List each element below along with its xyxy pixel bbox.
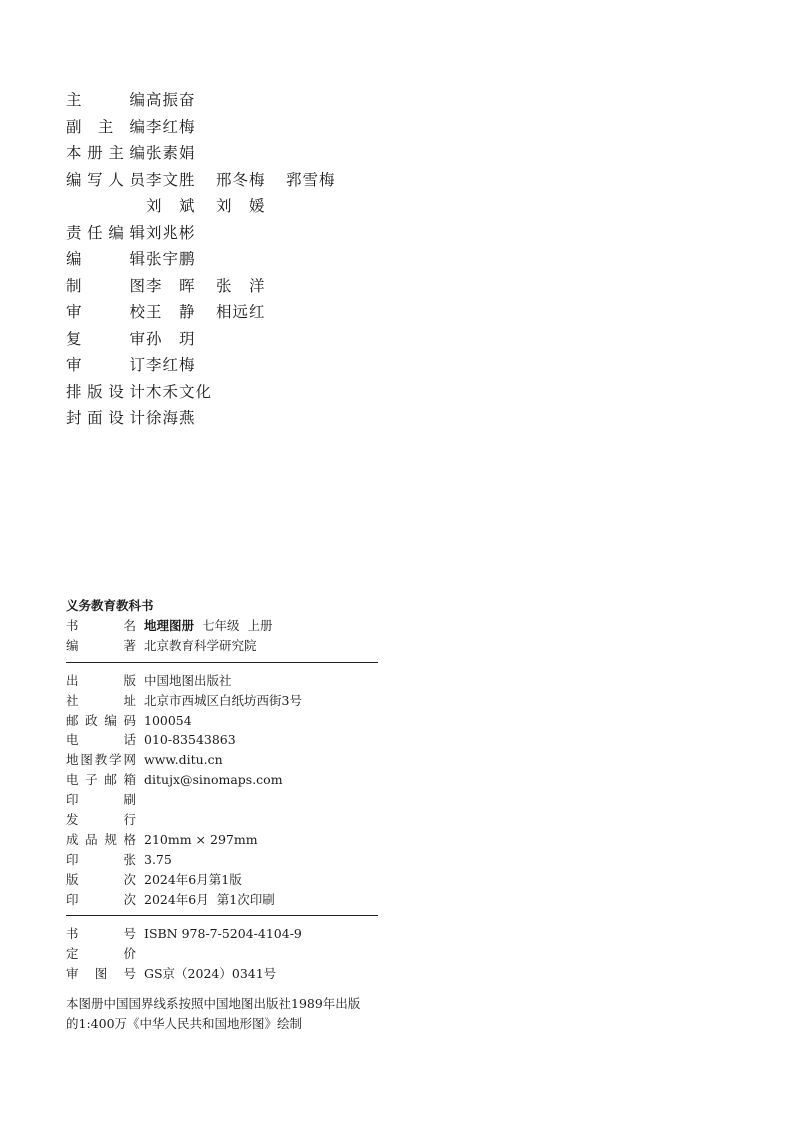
- credit-row: [66, 88, 486, 115]
- colophon-key-char: 邮: [104, 772, 117, 788]
- credit-row: [66, 380, 486, 407]
- colophon-value-part: ISBN 978-7-5204-4104-9: [144, 926, 302, 942]
- colophon-key-char: 成: [66, 831, 79, 847]
- colophon-key: [66, 830, 136, 848]
- credit-name: 王 静: [146, 303, 196, 321]
- colophon-key-char: 价: [123, 946, 136, 962]
- colophon-row: [66, 890, 378, 910]
- colophon-key-char: 著: [123, 637, 136, 653]
- credit-role: [66, 274, 146, 296]
- credit-names: [146, 194, 286, 216]
- colophon-value-part: 2024年6月第1版: [144, 871, 242, 887]
- credit-role-char: 图: [129, 276, 146, 295]
- colophon-key: [66, 870, 136, 888]
- credit-name: 木禾文化: [146, 382, 213, 401]
- colophon-key-char: 箱: [123, 772, 136, 788]
- colophon-key: [66, 636, 136, 654]
- credit-role-char: 封: [66, 409, 83, 427]
- credit-role-char: 计: [129, 409, 146, 427]
- credit-name: 李文胜: [146, 170, 196, 189]
- credit-name: 邢冬梅: [216, 170, 266, 189]
- credit-names: [146, 406, 216, 428]
- colophon-row: [66, 944, 378, 964]
- colophon-key-char: 出: [66, 672, 79, 688]
- credit-role-char: 审: [66, 356, 83, 374]
- map-boundary-note: 本图册中国国界线系按照中国地图出版社1989年出版的1:400万《中华人民共和国地形图》绘制: [66, 996, 361, 1032]
- colophon-key-char: 话: [123, 732, 136, 748]
- colophon-value: [144, 772, 291, 787]
- colophon-key-char: 电: [66, 772, 79, 788]
- credit-role-char: 编: [108, 223, 125, 242]
- divider-rule: [66, 662, 378, 663]
- colophon-group-3: [66, 924, 378, 984]
- credit-names: [146, 141, 216, 163]
- colophon-key-char: 编: [104, 712, 117, 728]
- credit-role-char: 排: [66, 382, 83, 401]
- colophon-key-char: 书: [66, 926, 79, 942]
- colophon-value: [144, 752, 231, 767]
- credit-role-char: 设: [108, 409, 125, 427]
- colophon-value-part: www.ditu.cn: [144, 752, 223, 768]
- credit-role-char: 员: [129, 170, 146, 189]
- colophon-key-char: 政: [85, 712, 98, 728]
- colophon-value: [144, 671, 240, 689]
- credit-role-char: 责: [66, 223, 83, 242]
- colophon-key-char: 发: [66, 812, 79, 828]
- colophon-row: [66, 810, 378, 830]
- colophon-key-char: 规: [104, 831, 117, 847]
- colophon-key-char: 教: [94, 752, 108, 768]
- credit-names: [146, 300, 286, 322]
- credit-role-char: 主: [97, 117, 115, 136]
- colophon-value: [144, 870, 250, 888]
- colophon-key-char: 审: [66, 966, 79, 982]
- colophon-row: [66, 830, 378, 850]
- credit-role-char: 副: [66, 117, 83, 136]
- colophon-key: [66, 711, 136, 729]
- colophon-key: [66, 730, 136, 748]
- colophon-value-part: GS京（2024）0341号: [144, 966, 277, 982]
- colophon-key-char: 次: [123, 871, 136, 887]
- colophon-key: [66, 616, 136, 634]
- colophon-key-char: 刷: [123, 792, 136, 808]
- credit-role: [66, 168, 146, 190]
- colophon-key-char: 次: [123, 891, 136, 907]
- colophon-key: [66, 924, 136, 942]
- colophon-key-char: 格: [123, 831, 136, 847]
- colophon: [66, 596, 378, 1034]
- colophon-value-part: 第1次印刷: [216, 891, 275, 907]
- colophon-key-char: 电: [66, 732, 79, 748]
- colophon-key-char: 张: [123, 851, 136, 867]
- colophon-key-char: 图: [80, 752, 93, 768]
- credit-role-char: 写: [87, 170, 104, 189]
- credit-role: [66, 247, 146, 269]
- colophon-key: [66, 890, 136, 908]
- colophon-row: [66, 711, 378, 731]
- credit-row: [66, 300, 486, 327]
- credit-role: [66, 353, 146, 375]
- colophon-row: [66, 671, 378, 691]
- colophon-key-char: 号: [123, 926, 136, 942]
- credit-row: [66, 115, 486, 142]
- colophon-row: [66, 790, 378, 810]
- colophon-value: [144, 812, 152, 827]
- colophon-row: [66, 750, 378, 770]
- colophon-row: [66, 770, 378, 790]
- colophon-key: [66, 770, 136, 788]
- credit-row: [66, 406, 486, 433]
- credit-role-char: 册: [87, 144, 104, 162]
- credit-role-char: 计: [129, 382, 146, 401]
- colophon-value-part: 010-83543863: [144, 732, 236, 748]
- credit-role-char: 主: [108, 144, 125, 162]
- credit-role-char: 辑: [129, 250, 146, 268]
- colophon-value-part: 100054: [144, 712, 192, 728]
- credit-name: 郛雪梅: [286, 170, 336, 189]
- credit-role: [66, 115, 146, 137]
- colophon-key: [66, 810, 136, 828]
- credit-names: [146, 247, 216, 269]
- colophon-row: [66, 616, 378, 636]
- credit-role-char: 编: [129, 91, 146, 109]
- credit-name: 刘 媛: [216, 197, 266, 215]
- colophon-value: [144, 732, 244, 747]
- credit-names: [146, 88, 216, 110]
- credit-names: [146, 353, 216, 375]
- colophon-value-part: 北京市西城区白纸坊西街3号: [144, 692, 302, 708]
- colophon-key: [66, 944, 136, 962]
- colophon-row: [66, 964, 378, 984]
- colophon-key: [66, 750, 136, 768]
- colophon-row: [66, 850, 378, 870]
- credit-names: [146, 380, 216, 402]
- colophon-key: [66, 850, 136, 868]
- colophon-key-char: 行: [123, 812, 136, 828]
- credit-row: [66, 168, 486, 195]
- credit-names: [146, 168, 356, 190]
- colophon-value-part: 210mm × 297mm: [144, 831, 258, 847]
- credit-role-char: 本: [66, 144, 83, 162]
- colophon-value-part: 北京教育科学研究院: [144, 637, 257, 653]
- colophon-key-char: 印: [66, 891, 79, 907]
- credit-names: [146, 115, 216, 137]
- credit-role-char: 制: [66, 276, 83, 295]
- colophon-key-char: 号: [123, 966, 136, 982]
- colophon-value-part: 3.75: [144, 851, 172, 867]
- colophon-group-1: [66, 616, 378, 656]
- credit-role-char: 面: [87, 409, 104, 427]
- credit-role: [66, 406, 146, 428]
- colophon-value: [144, 926, 310, 941]
- colophon-key-char: 印: [66, 792, 79, 808]
- credit-name: 李 晖: [146, 276, 196, 295]
- colophon-row: [66, 870, 378, 890]
- colophon-value: [144, 890, 283, 908]
- colophon-value-part: 中国地图出版社: [144, 672, 232, 688]
- colophon-key-char: 地: [66, 752, 79, 768]
- credits-list: [66, 88, 486, 433]
- credit-role-char: 主: [66, 91, 83, 109]
- credit-name: 张 洋: [216, 276, 266, 295]
- credit-role-char: 设: [108, 382, 125, 401]
- credit-row: [66, 194, 486, 221]
- colophon-value: [144, 713, 200, 728]
- colophon-value: [144, 792, 152, 807]
- colophon-row: [66, 924, 378, 944]
- credit-name: 李红梅: [146, 117, 196, 136]
- credit-role-char: 任: [87, 223, 104, 242]
- colophon-value: [144, 691, 310, 709]
- credit-name: 刘 斌: [146, 197, 196, 215]
- colophon-key-char: 图: [94, 966, 108, 982]
- colophon-key-char: 名: [123, 618, 136, 633]
- colophon-key-char: 版: [123, 672, 136, 688]
- colophon-value: [144, 832, 266, 847]
- colophon-key: [66, 671, 136, 689]
- credit-row: [66, 327, 486, 354]
- colophon-key-char: 定: [66, 946, 79, 962]
- credit-role: [66, 88, 146, 110]
- colophon-value-part: 2024年6月: [144, 891, 209, 907]
- colophon-key-char: 版: [66, 871, 79, 887]
- credit-name: 高振奋: [146, 91, 196, 109]
- colophon-key-char: 学: [109, 752, 122, 768]
- colophon-key: [66, 790, 136, 808]
- credit-role: [66, 300, 146, 322]
- colophon-key-char: 书: [66, 618, 79, 633]
- credit-row: [66, 353, 486, 380]
- credit-names: [146, 221, 216, 243]
- colophon-value-part: 上册: [247, 618, 273, 633]
- credit-name: 李红梅: [146, 356, 196, 374]
- credit-row: [66, 141, 486, 168]
- credit-name: 张宇鹏: [146, 250, 196, 268]
- colophon-value: [144, 616, 281, 634]
- colophon-key-char: 邮: [66, 712, 79, 728]
- credit-role: [66, 327, 146, 349]
- credit-name: 张素娟: [146, 144, 196, 162]
- colophon-key-char: 社: [66, 692, 79, 708]
- colophon-key: [66, 964, 136, 982]
- credit-row: [66, 221, 486, 248]
- colophon-value: [144, 946, 152, 961]
- colophon-value: [144, 852, 180, 867]
- credit-role-char: 编: [129, 117, 146, 136]
- credit-role-char: 编: [129, 144, 146, 162]
- credit-role-char: 编: [66, 250, 83, 268]
- colophon-key-char: 址: [123, 692, 136, 708]
- credit-role: [66, 380, 146, 402]
- credit-name: 相远红: [216, 303, 266, 321]
- credit-role-char: 订: [129, 356, 146, 374]
- colophon-key-char: 网: [123, 752, 136, 768]
- credit-role-char: 复: [66, 329, 83, 348]
- credit-role-char: 版: [87, 382, 104, 401]
- credit-row: [66, 247, 486, 274]
- colophon-key-char: 编: [66, 637, 79, 653]
- colophon-value: [144, 964, 284, 982]
- colophon-row: [66, 636, 378, 656]
- colophon-group-2: [66, 671, 378, 910]
- credit-role-char: 人: [108, 170, 125, 189]
- colophon-value-part: 地理图册: [144, 618, 195, 633]
- colophon-key: [66, 691, 136, 709]
- colophon-value: [144, 636, 265, 654]
- colophon-row: [66, 730, 378, 750]
- colophon-value-part: 七年级: [202, 618, 240, 633]
- colophon-key-char: 子: [85, 772, 98, 788]
- colophon-key-char: 印: [66, 851, 79, 867]
- credit-row: [66, 274, 486, 301]
- divider-rule: [66, 915, 378, 916]
- credit-role: [66, 141, 146, 163]
- colophon-key-char: 品: [85, 831, 98, 847]
- colophon-key-char: 码: [123, 712, 136, 728]
- credit-role-char: 辑: [129, 223, 146, 242]
- credit-names: [146, 274, 286, 296]
- credit-role-char: 校: [129, 303, 146, 321]
- credit-name: 徐海燕: [146, 409, 196, 427]
- credit-names: [146, 327, 216, 349]
- credit-role-char: 审: [129, 329, 146, 348]
- credit-role-char: 审: [66, 303, 83, 321]
- series-title: 义务教育教科书: [66, 598, 154, 613]
- colophon-row: [66, 691, 378, 711]
- credit-role: [66, 221, 146, 243]
- colophon-value-part: ditujx@sinomaps.com: [144, 772, 283, 788]
- credit-name: 刘兆彬: [146, 223, 196, 242]
- credit-role-char: 编: [66, 170, 83, 189]
- credit-name: 孙 玥: [146, 329, 196, 348]
